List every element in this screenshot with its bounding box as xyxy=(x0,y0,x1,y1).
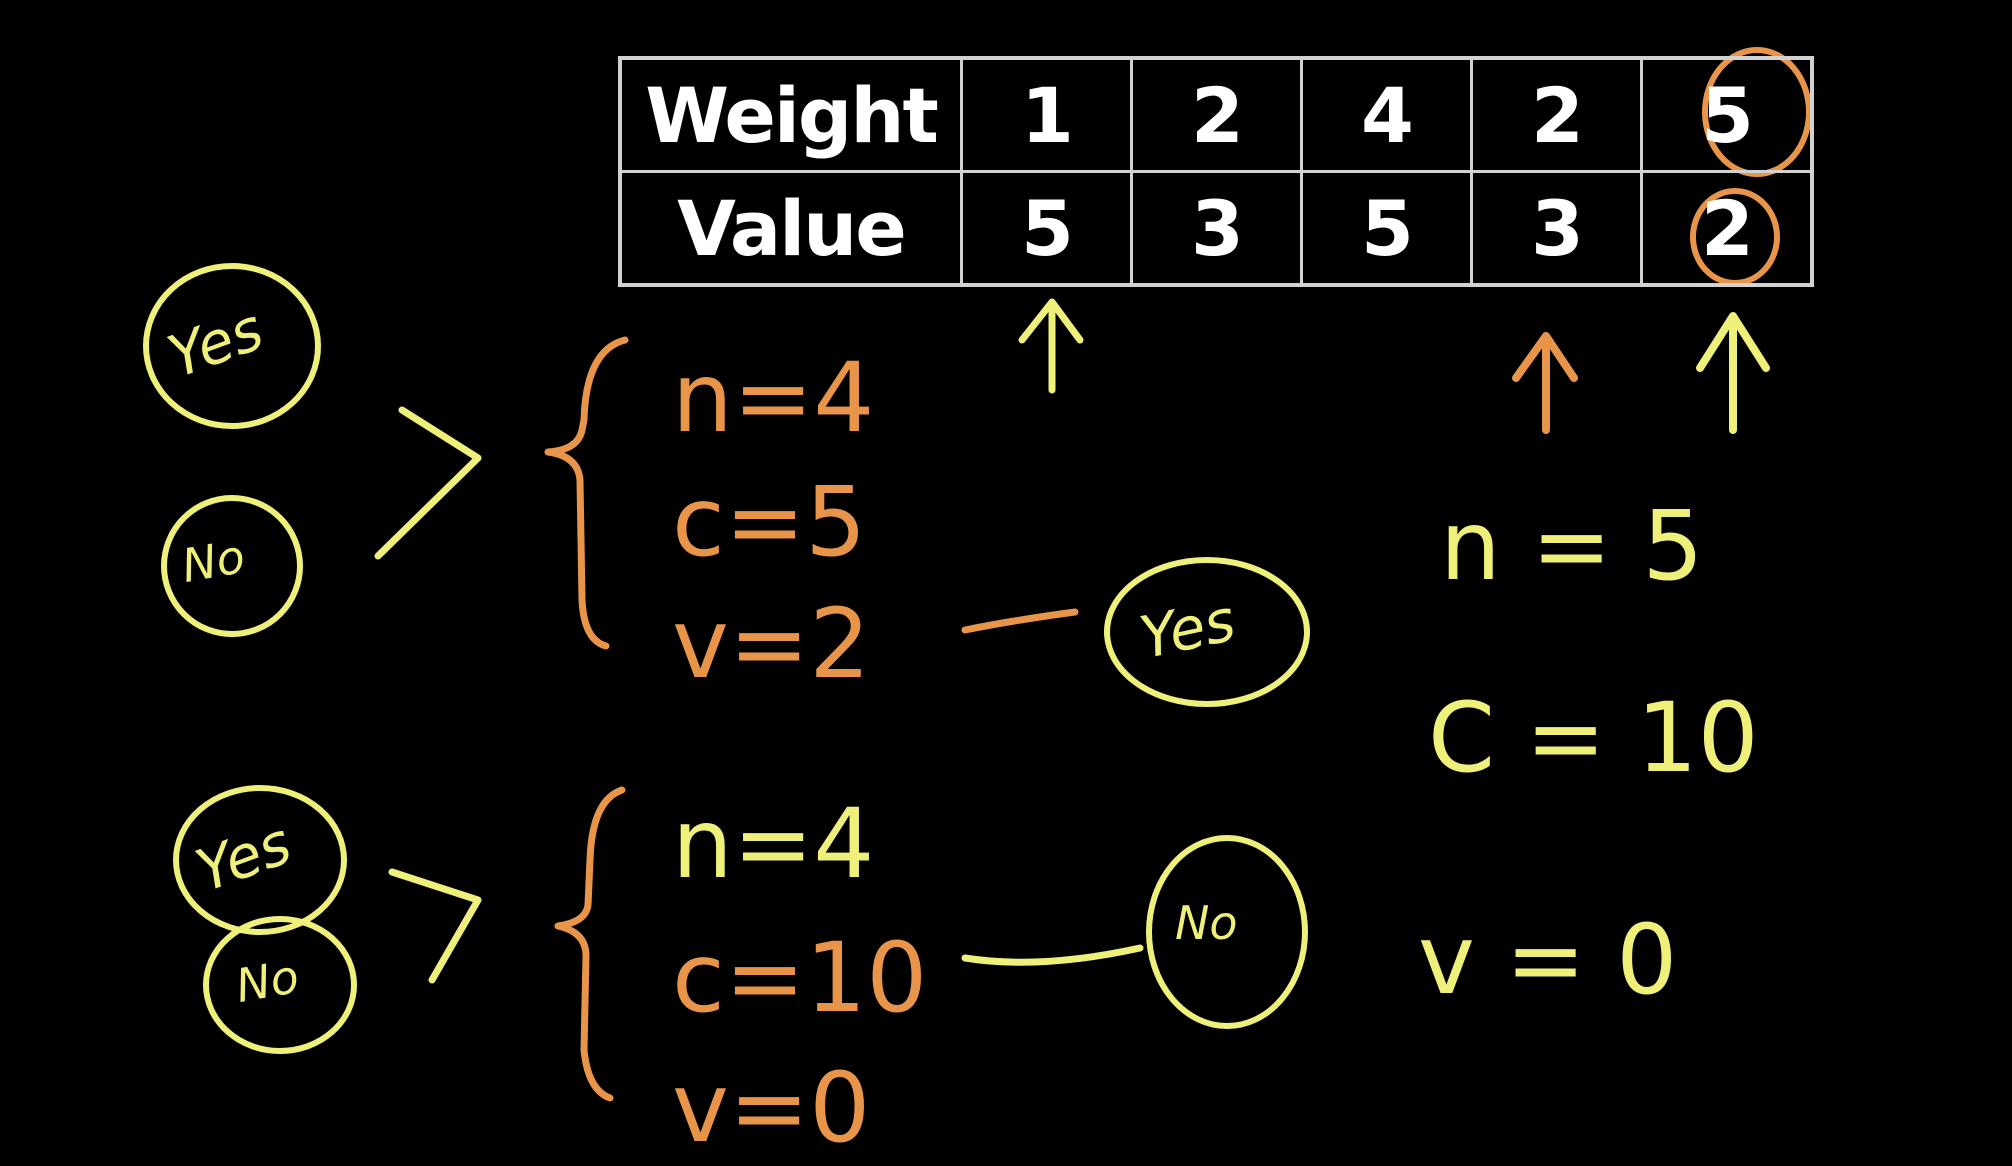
weight-cell-1: 1 xyxy=(962,58,1132,172)
label-bottom-yes: Yes xyxy=(187,808,300,906)
table-row-weight xyxy=(620,58,1812,172)
label-top-no: No xyxy=(177,528,249,594)
branch-yes-v: v=2 xyxy=(672,588,871,700)
weight-cell-5: 5 xyxy=(1642,58,1813,172)
state-v: v = 0 xyxy=(1418,904,1678,1016)
value-cell-3: 5 xyxy=(1302,172,1472,286)
row-header-value: Value xyxy=(620,172,962,286)
branch-no-c: c=10 xyxy=(672,922,928,1034)
branch-no-v: v=0 xyxy=(672,1052,871,1164)
arrow-up-item-5 xyxy=(1700,316,1766,430)
connector-no xyxy=(965,948,1140,962)
value-cell-2: 3 xyxy=(1132,172,1302,286)
label-bottom-no: No xyxy=(231,948,303,1014)
branch-yes-n: n=4 xyxy=(672,342,875,454)
brace-bottom xyxy=(558,790,622,1098)
row-header-weight: Weight xyxy=(620,58,962,172)
weight-cell-4: 2 xyxy=(1472,58,1642,172)
result-yes-label: Yes xyxy=(1133,585,1242,673)
value-cell-5: 2 xyxy=(1642,172,1813,286)
result-no-label: No xyxy=(1175,896,1238,950)
chevron-top xyxy=(378,410,478,556)
weight-cell-2: 2 xyxy=(1132,58,1302,172)
state-c: C = 10 xyxy=(1428,682,1759,794)
chevron-bottom xyxy=(392,872,478,980)
branch-no-n: n=4 xyxy=(672,788,875,900)
state-n: n = 5 xyxy=(1440,490,1704,602)
branch-yes-c: c=5 xyxy=(672,466,867,578)
label-top-yes: Yes xyxy=(159,294,272,392)
arrow-up-item-1 xyxy=(1022,302,1080,390)
connector-yes xyxy=(965,612,1075,630)
brace-top xyxy=(548,340,625,646)
table-row-value xyxy=(620,172,1812,286)
weight-cell-3: 4 xyxy=(1302,58,1472,172)
arrow-up-item-4 xyxy=(1516,336,1574,430)
value-cell-1: 5 xyxy=(962,172,1132,286)
value-cell-4: 3 xyxy=(1472,172,1642,286)
items-table xyxy=(618,56,1814,287)
